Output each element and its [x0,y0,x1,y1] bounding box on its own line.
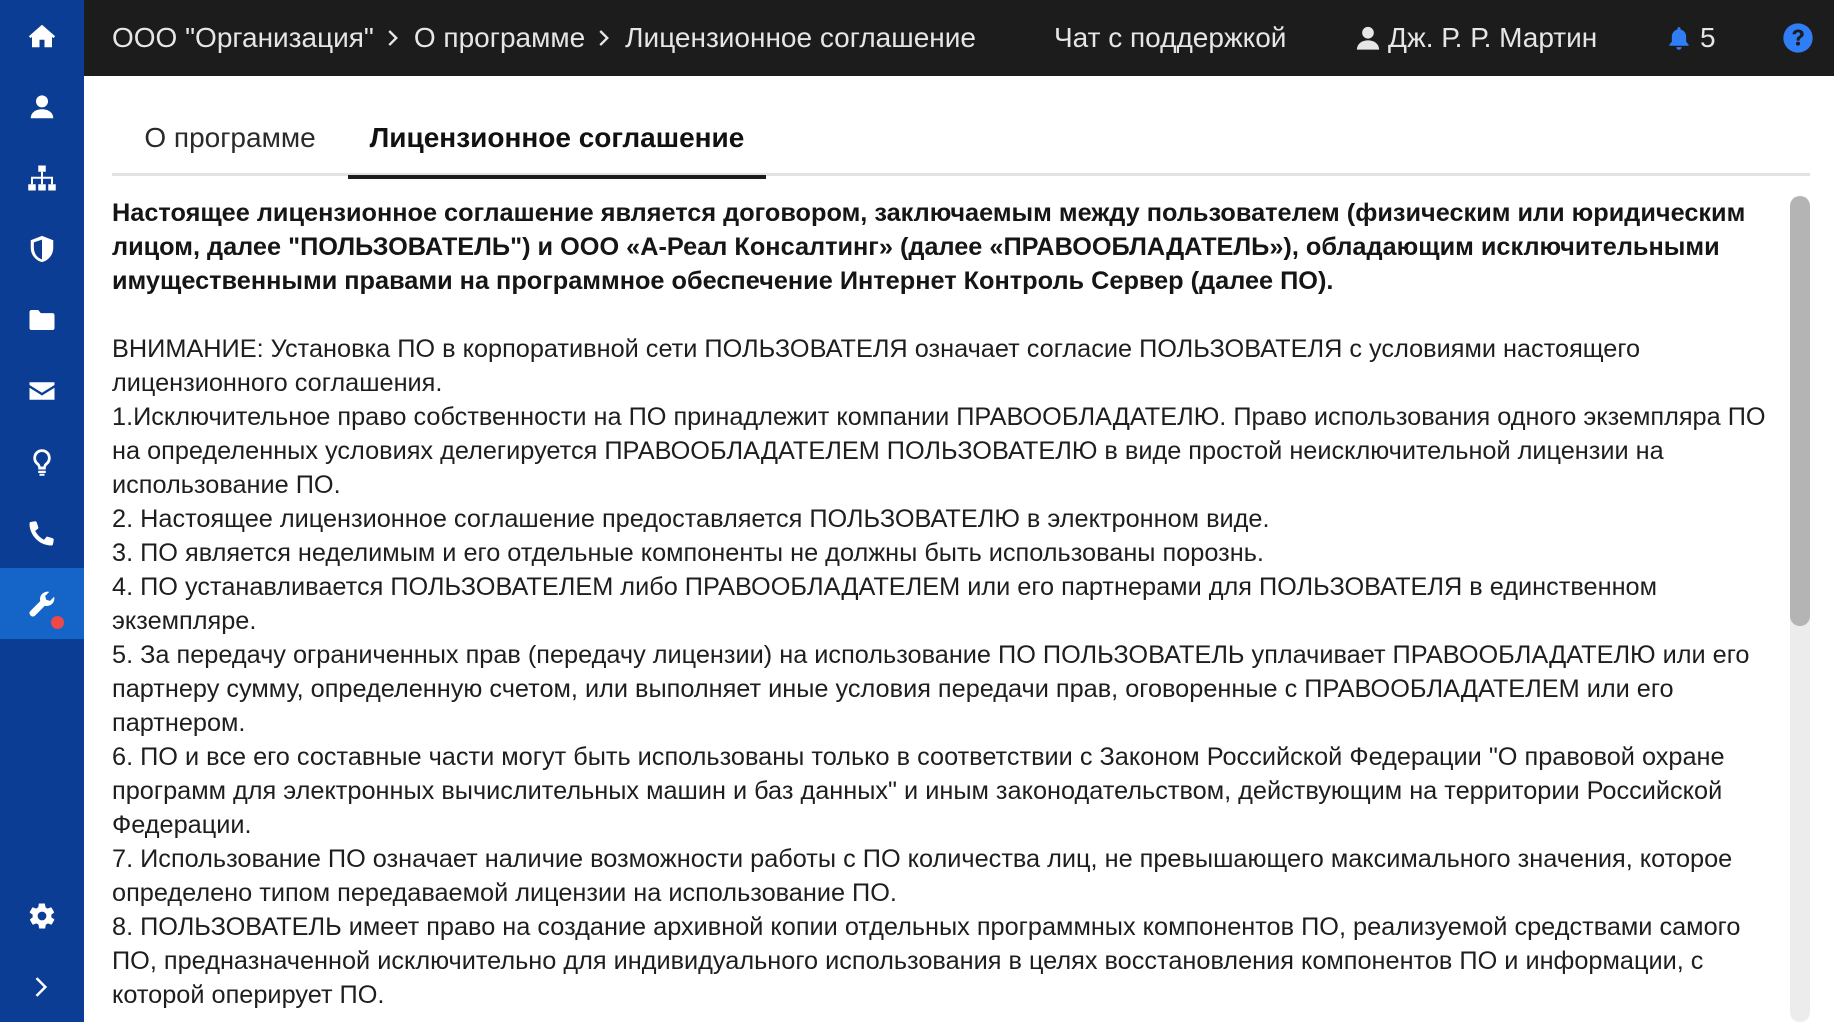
sidebar-expand-button[interactable] [0,951,84,1022]
tab-about[interactable]: О программе [144,122,316,153]
chevron-right-icon [374,0,414,76]
notification-dot [51,616,64,629]
help-button[interactable] [1782,22,1814,54]
sidebar-item-phone[interactable] [0,497,84,568]
phone-icon [27,518,57,548]
home-icon [27,21,57,51]
scrollbar-thumb[interactable] [1790,196,1810,626]
sidebar-item-security[interactable] [0,213,84,284]
sidebar-item-files[interactable] [0,284,84,355]
sidebar-item-settings[interactable] [0,880,84,951]
license-text [112,196,1782,1022]
sidebar-item-mail[interactable] [0,355,84,426]
wrench-icon [27,589,57,619]
license-clause: 6. ПО и все его составные части могут быть использованы только в соответствии с Законом Российской Федерации "О правовой охране программ для электронных вычислительных машин и баз данных" и иным законодательством, действующим на территории Российской Федерации. [112,743,1725,839]
license-clause: 2. Настоящее лицензионное соглашение предоставляется ПОЛЬЗОВАТЕЛЮ в электронном виде. [112,505,1270,533]
notifications-count: 5 [1700,22,1716,53]
tab-license-agreement[interactable]: Лицензионное соглашение [348,100,766,176]
gear-icon [27,901,57,931]
user-menu[interactable] [1354,0,1597,76]
license-warning: ВНИМАНИЕ: Установка ПО в корпоративной сети ПОЛЬЗОВАТЕЛЯ означает согласие ПОЛЬЗОВАТЕЛЯ с условиями настоящего лицензионного соглашения. [112,335,1641,397]
question-circle-icon [1782,22,1814,54]
envelope-icon [27,376,57,406]
sidebar-item-users[interactable] [0,71,84,142]
breadcrumb-about[interactable]: О программе [413,22,586,53]
top-bar [84,0,1834,76]
chevron-right-icon [27,972,57,1002]
license-clause: 5. За передачу ограниченных прав (передачу лицензии) на использование ПО ПОЛЬЗОВАТЕЛЬ уплачивает ПРАВООБЛАДАТЕЛЮ или его партнеру сумму, определенную счетом, или выполняет иные условия передачи прав, оговоренные с ПРАВООБЛАДАТЕЛЕМ или его партнером. [112,641,1750,737]
folder-icon [27,305,57,335]
user-icon [1354,23,1382,53]
license-clause: 7. Использование ПО означает наличие возможности работы с ПО количества лиц, не превышающего максимального значения, которое определено типом передаваемой лицензии на использование ПО. [112,845,1733,907]
support-chat-link[interactable]: Чат с поддержкой [1054,22,1287,53]
sidebar-item-ideas[interactable] [0,426,84,497]
license-clause: 3. ПО является неделимым и его отдельные компоненты не должны быть использованы порознь. [112,539,1264,567]
user-name: Дж. Р. Р. Мартин [1388,22,1598,53]
bell-icon [1666,23,1692,53]
lightbulb-icon [27,447,57,477]
shield-icon [27,234,57,264]
sidebar-item-structure[interactable] [0,142,84,213]
sidebar-item-home[interactable] [0,0,84,71]
license-intro: Настоящее лицензионное соглашение является договором, заключаемым между пользователем (физическим или юридическим лицом, далее "ПОЛЬЗОВАТЕЛЬ") и ООО «А-Реал Консалтинг» (далее «ПРАВООБЛАДАТЕЛЬ»), обладающим исключительными имущественными правами на программное обеспечение Интернет Контроль Сервер (далее ПО). [112,199,1746,295]
breadcrumb [112,0,976,76]
chevron-right-icon [585,0,625,76]
license-clause: 8. ПОЛЬЗОВАТЕЛЬ имеет право на создание архивной копии отдельных программных компонентов ПО, реализуемой средствами самого ПО, предназначенной исключительно для индивидуального использования в целях восстановления компонентов ПО и информации, с которой оперирует ПО. [112,913,1741,1009]
breadcrumb-license[interactable]: Лицензионное соглашение [625,22,976,53]
sitemap-icon [27,163,57,193]
breadcrumb-organization[interactable]: ООО "Организация" [112,22,374,53]
user-icon [27,92,57,122]
sidebar-item-tools[interactable] [0,568,84,639]
tab-bar [112,100,1810,176]
sidebar [0,0,84,1022]
license-clause: 1.Исключительное право собственности на ПО принадлежит компании ПРАВООБЛАДАТЕЛЮ. Право использования одного экземпляра ПО на определенных условиях делегируется ПРАВООБЛАДАТЕЛЕМ ПОЛЬЗОВАТЕЛЮ в виде простой неисключительной лицензии на использование ПО. [112,403,1766,499]
license-clause: 4. ПО устанавливается ПОЛЬЗОВАТЕЛЕМ либо ПРАВООБЛАДАТЕЛЕМ или его партнерами для ПОЛЬЗОВАТЕЛЯ в единственном экземпляре. [112,573,1657,635]
notifications-button[interactable] [1666,0,1716,76]
